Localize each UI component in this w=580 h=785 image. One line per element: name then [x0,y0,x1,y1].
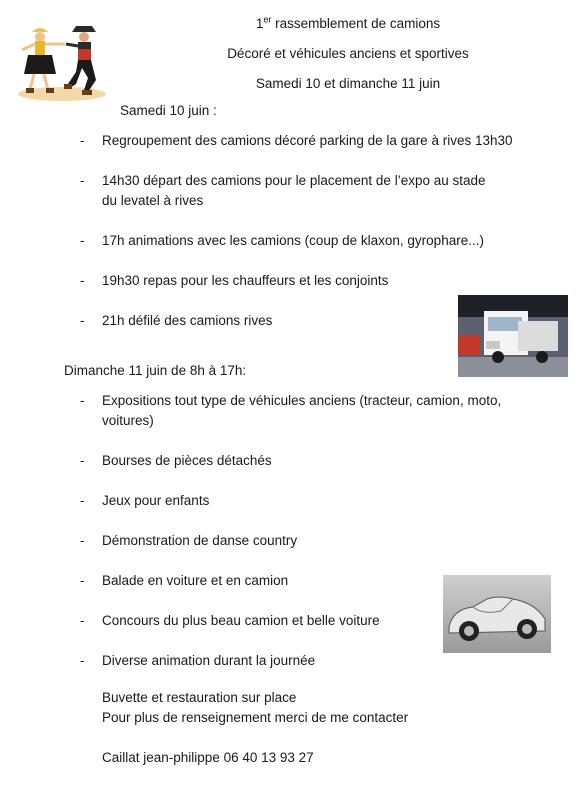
list-item-text: Bourses de pièces détachés [102,453,272,468]
list-item-text: Expositions tout type de véhicules anciens (tracteur, camion, moto, voitures) [102,393,502,428]
list-item-text: Balade en voiture et en camion [102,573,289,588]
refreshments-note: Buvette et restauration sur place [102,690,297,705]
truck-photo [458,295,568,377]
bullet-dash: - [80,613,85,628]
list-item-text: 14h30 départ des camions pour le placement de l’expo au stade du levatel à rives [102,173,486,208]
vintage-car-photo [443,575,551,653]
bullet-dash: - [80,273,85,288]
list-item-text: Jeux pour enfants [102,493,210,508]
list-item-text: 19h30 repas pour les chauffeurs et les conjoints [102,273,389,288]
country-dancers-illustration [10,22,110,104]
bullet-dash: - [80,533,85,548]
event-title: 1er rassemblement de camions [255,14,441,31]
bullet-dash: - [80,233,85,248]
list-item-text: 17h animations avec les camions (coup de klaxon, gyrophare...) [102,233,484,248]
saturday-heading: Samedi 10 juin : [120,103,217,118]
list-item-text: 21h défilé des camions rives [102,313,273,328]
bullet-dash: - [80,173,85,188]
contact-request: Pour plus de renseignement merci de me contacter [102,710,409,725]
event-dates: Samedi 10 et dimanche 11 juin [255,76,441,91]
bullet-dash: - [80,493,85,508]
list-item-text: Regroupement des camions décoré parking de la gare à rives 13h30 [102,133,513,148]
bullet-dash: - [80,313,85,328]
bullet-dash: - [80,573,85,588]
event-subtitle: Décoré et véhicules anciens et sportives [227,46,469,61]
sunday-heading: Dimanche 11 juin de 8h à 17h: [64,363,247,378]
list-item-text: Concours du plus beau camion et belle voiture [102,613,380,628]
list-item-text: Diverse animation durant la journée [102,653,316,668]
contact-info: Caillat jean-philippe 06 40 13 93 27 [102,750,314,765]
bullet-dash: - [80,393,85,408]
bullet-dash: - [80,453,85,468]
bullet-dash: - [80,133,85,148]
bullet-dash: - [80,653,85,668]
list-item-text: Démonstration de danse country [102,533,298,548]
